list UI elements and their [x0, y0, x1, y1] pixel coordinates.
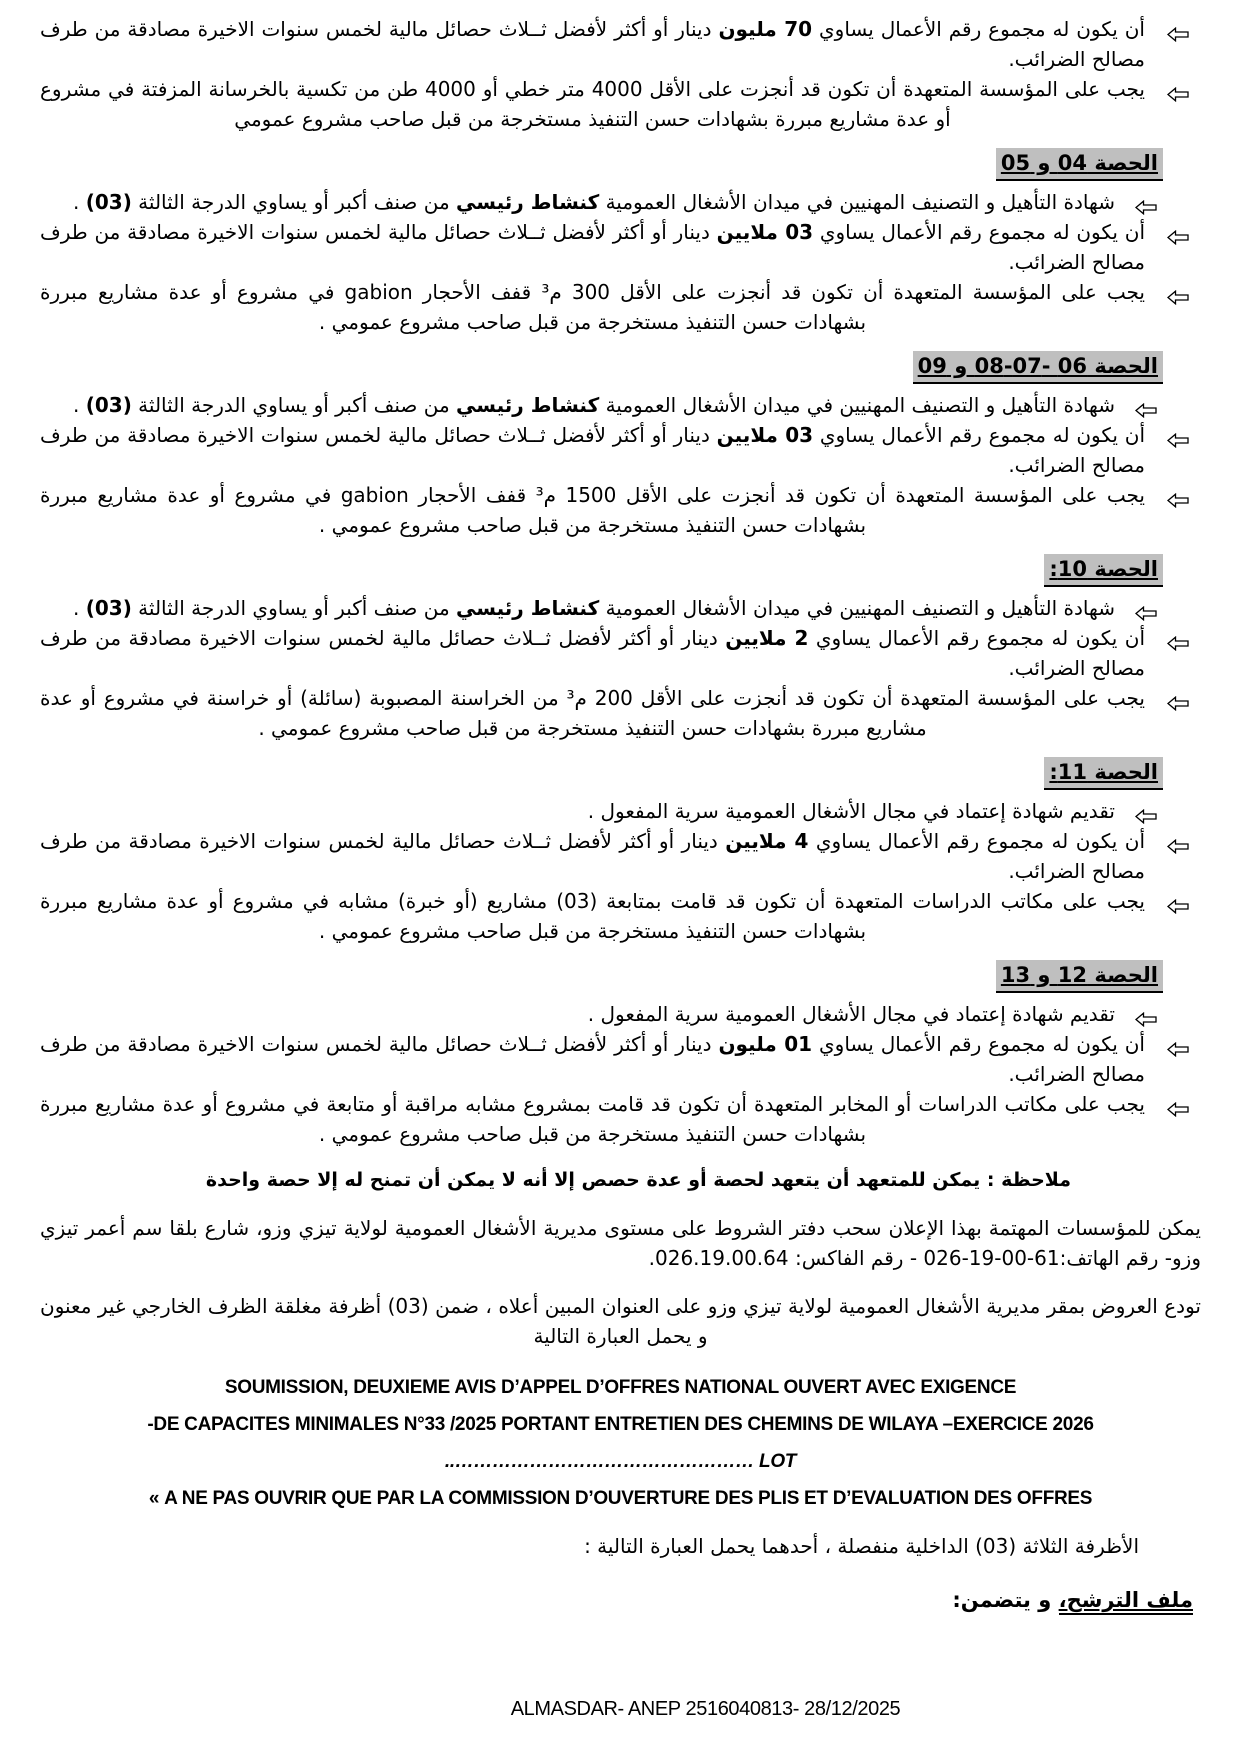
- requirement-item: [40, 420, 1201, 480]
- section-header-lot-06-09: [40, 351, 1201, 384]
- arrow-bullet-icon: [1167, 80, 1189, 95]
- requirement-item: [40, 390, 1201, 420]
- section-title: الحصة 06 -07-08 و 09: [913, 351, 1163, 384]
- inscription-line-lot: LOT …………………………………………..: [444, 1451, 797, 1472]
- section-title: الحصة 04 و 05: [996, 148, 1163, 181]
- arrow-bullet-icon: [1167, 689, 1189, 704]
- arrow-bullet-icon: [1167, 892, 1189, 907]
- item-text: أن يكون له مجموع رقم الأعمال يساوي 01 مليون دينار أو أكثر لأفضل ثــلاث حصائل مالية لخمس سنوات الاخيرة مصادقة من طرف مصالح الضرائب.: [40, 1032, 1145, 1086]
- requirement-item: [40, 187, 1201, 217]
- section-title: الحصة 10:: [1044, 554, 1163, 587]
- note-single-lot: ملاحظة : يمكن للمتعهد أن يتعهد لحصة أو عدة حصص إلا أنه لا يمكن أن تمنح له إلا حصة واحدة: [205, 1169, 1071, 1191]
- arrow-bullet-icon: [1135, 193, 1157, 208]
- item-text: تقديم شهادة إعتماد في مجال الأشغال العمومية سرية المفعول .: [587, 1002, 1115, 1026]
- item-text: شهادة التأهيل و التصنيف المهنيين في ميدان الأشغال العمومية كنشاط رئيسي من صنف أكبر أو يساوي الدرجة الثالثة (03) .: [72, 393, 1115, 417]
- requirement-item: [40, 277, 1201, 337]
- inscription-line-2: DE CAPACITES MINIMALES N°33 /2025 PORTANT ENTRETIEN DES CHEMINS DE WILAYA –EXERCICE 2026-: [147, 1414, 1094, 1435]
- deposit-paragraph: تودع العروض بمقر مديرية الأشغال العمومية لولاية تيزي وزو على العنوان المبين أعلاه ، ضمن (03) أظرفة مغلقة الظرف الخارجي غير معنون و يحمل العبارة التالية: [40, 1294, 1201, 1348]
- arrow-bullet-icon: [1167, 1095, 1189, 1110]
- section-title: الحصة 11:: [1044, 757, 1163, 790]
- item-text: شهادة التأهيل و التصنيف المهنيين في ميدان الأشغال العمومية كنشاط رئيسي من صنف أكبر أو يساوي الدرجة الثالثة (03) .: [72, 596, 1115, 620]
- arrow-bullet-icon: [1135, 599, 1157, 614]
- arrow-bullet-icon: [1167, 1035, 1189, 1050]
- arrow-bullet-icon: [1167, 20, 1189, 35]
- requirement-item: [40, 593, 1201, 623]
- requirement-item: [40, 623, 1201, 683]
- candidacy-file-rest: و يتضمن:: [952, 1588, 1059, 1612]
- arrow-bullet-icon: [1167, 426, 1189, 441]
- requirement-item: [40, 480, 1201, 540]
- requirement-item: [40, 886, 1201, 946]
- requirement-item: [40, 826, 1201, 886]
- item-text: يجب على المؤسسة المتعهدة أن تكون قد أنجزت على الأقل 4000 متر خطي أو 4000 طن من تكسية بالخرسانة المزفتة في مشروع أو عدة مشاريع مبررة بشهادات حسن التنفيذ مستخرجة من قبل صاحب مشروع عمومي: [40, 77, 1145, 131]
- inscription-line-1: SOUMISSION, DEUXIEME AVIS D’APPEL D’OFFRES NATIONAL OUVERT AVEC EXIGENCE: [224, 1377, 1017, 1398]
- candidacy-file-heading: [40, 1585, 1201, 1615]
- candidacy-file-title: ملف الترشح،: [1059, 1588, 1193, 1615]
- arrow-bullet-icon: [1135, 396, 1157, 411]
- item-text: أن يكون له مجموع رقم الأعمال يساوي 03 ملايين دينار أو أكثر لأفضل ثــلاث حصائل مالية لخمس سنوات الاخيرة مصادقة من طرف مصالح الضرائب.: [40, 423, 1146, 477]
- requirement-item: [40, 1029, 1201, 1089]
- withdraw-paragraph: يمكن للمؤسسات المهتمة بهذا الإعلان سحب دفتر الشروط على مستوى مديرية الأشغال العمومية لولاية تيزي وزو، شارع بلقا سم أعمر تيزي وزو- رقم الهاتف:61-00-19-026 - رقم الفاكس: 026.19.00.64.: [40, 1216, 1201, 1270]
- section-header-lot-04-05: [40, 148, 1201, 181]
- item-text: يجب على المؤسسة المتعهدة أن تكون قد أنجزت على الأقل 300 م³ قفف الأحجار gabion في مشروع أو عدة مشاريع مبررة بشهادات حسن التنفيذ مستخرجة من قبل صاحب مشروع عمومي .: [40, 280, 1145, 334]
- arrow-bullet-icon: [1135, 1005, 1157, 1020]
- item-text: يجب على مكاتب الدراسات المتعهدة أن تكون قد قامت بمتابعة (03) مشاريع (أو خبرة) مشابه في مشروع أو عدة مشاريع مبررة بشهادات حسن التنفيذ مستخرجة من قبل صاحب مشروع عمومي .: [40, 889, 1146, 943]
- requirement-item: [40, 683, 1201, 743]
- requirement-item: [40, 14, 1201, 74]
- section-title: الحصة 12 و 13: [996, 960, 1163, 993]
- arrow-bullet-icon: [1167, 223, 1189, 238]
- item-text: أن يكون له مجموع رقم الأعمال يساوي 70 مليون دينار أو أكثر لأفضل ثــلاث حصائل مالية لخمس سنوات الاخيرة مصادقة من طرف مصالح الضرائب.: [40, 17, 1145, 71]
- arrow-bullet-icon: [1167, 832, 1189, 847]
- inscription-line-4: A NE PAS OUVRIR QUE PAR LA COMMISSION D’OUVERTURE DES PLIS ET D’EVALUATION DES OFFRES »: [148, 1488, 1093, 1509]
- arrow-bullet-icon: [1135, 802, 1157, 817]
- requirement-item: [40, 217, 1201, 277]
- item-text: أن يكون له مجموع رقم الأعمال يساوي 2 ملايين دينار أو أكثر لأفضل ثــلاث حصائل مالية لخمس سنوات الاخيرة مصادقة من طرف مصالح الضرائب.: [40, 626, 1146, 680]
- arrow-bullet-icon: [1167, 629, 1189, 644]
- item-text: يجب على مكاتب الدراسات أو المخابر المتعهدة أن تكون قد قامت بمشروع مشابه مراقبة أو متابعة في مشروع أو عدة مشاريع مبررة بشهادات حسن التنفيذ مستخرجة من قبل صاحب مشروع عمومي .: [40, 1092, 1145, 1146]
- section-header-lot-10: [40, 554, 1201, 587]
- arrow-bullet-icon: [1167, 486, 1189, 501]
- requirement-item: [40, 74, 1201, 134]
- item-text: أن يكون له مجموع رقم الأعمال يساوي 03 ملايين دينار أو أكثر لأفضل ثــلاث حصائل مالية لخمس سنوات الاخيرة مصادقة من طرف مصالح الضرائب.: [40, 220, 1146, 274]
- envelope-inscription-block: [40, 1369, 1201, 1517]
- item-text: تقديم شهادة إعتماد في مجال الأشغال العمومية سرية المفعول .: [587, 799, 1115, 823]
- anep-footer: ALMASDAR- ANEP 2516040813- 28/12/2025: [510, 1698, 901, 1720]
- requirement-item: [40, 999, 1201, 1029]
- requirement-item: [40, 796, 1201, 826]
- item-text: شهادة التأهيل و التصنيف المهنيين في ميدان الأشغال العمومية كنشاط رئيسي من صنف أكبر أو يساوي الدرجة الثالثة (03) .: [72, 190, 1115, 214]
- section-header-lot-12-13: [40, 960, 1201, 993]
- item-text: أن يكون له مجموع رقم الأعمال يساوي 4 ملايين دينار أو أكثر لأفضل ثــلاث حصائل مالية لخمس سنوات الاخيرة مصادقة من طرف مصالح الضرائب.: [40, 829, 1146, 883]
- requirement-item: [40, 1089, 1201, 1149]
- arrow-bullet-icon: [1167, 283, 1189, 298]
- inner-envelopes-line: الأظرفة الثلاثة (03) الداخلية منفصلة ، أحدهما يحمل العبارة التالية :: [584, 1534, 1139, 1558]
- item-text: يجب على المؤسسة المتعهدة أن تكون قد أنجزت على الأقل 1500 م³ قفف الأحجار gabion في مشروع أو عدة مشاريع مبررة بشهادات حسن التنفيذ مستخرجة من قبل صاحب مشروع عمومي .: [40, 483, 1145, 537]
- section-header-lot-11: [40, 757, 1201, 790]
- item-text: يجب على المؤسسة المتعهدة أن تكون قد أنجزت على الأقل 200 م³ من الخراسنة المصبوبة (سائلة) أو خراسنة في مشروع أو عدة مشاريع مبررة بشهادات حسن التنفيذ مستخرجة من قبل صاحب مشروع عمومي .: [40, 686, 1145, 740]
